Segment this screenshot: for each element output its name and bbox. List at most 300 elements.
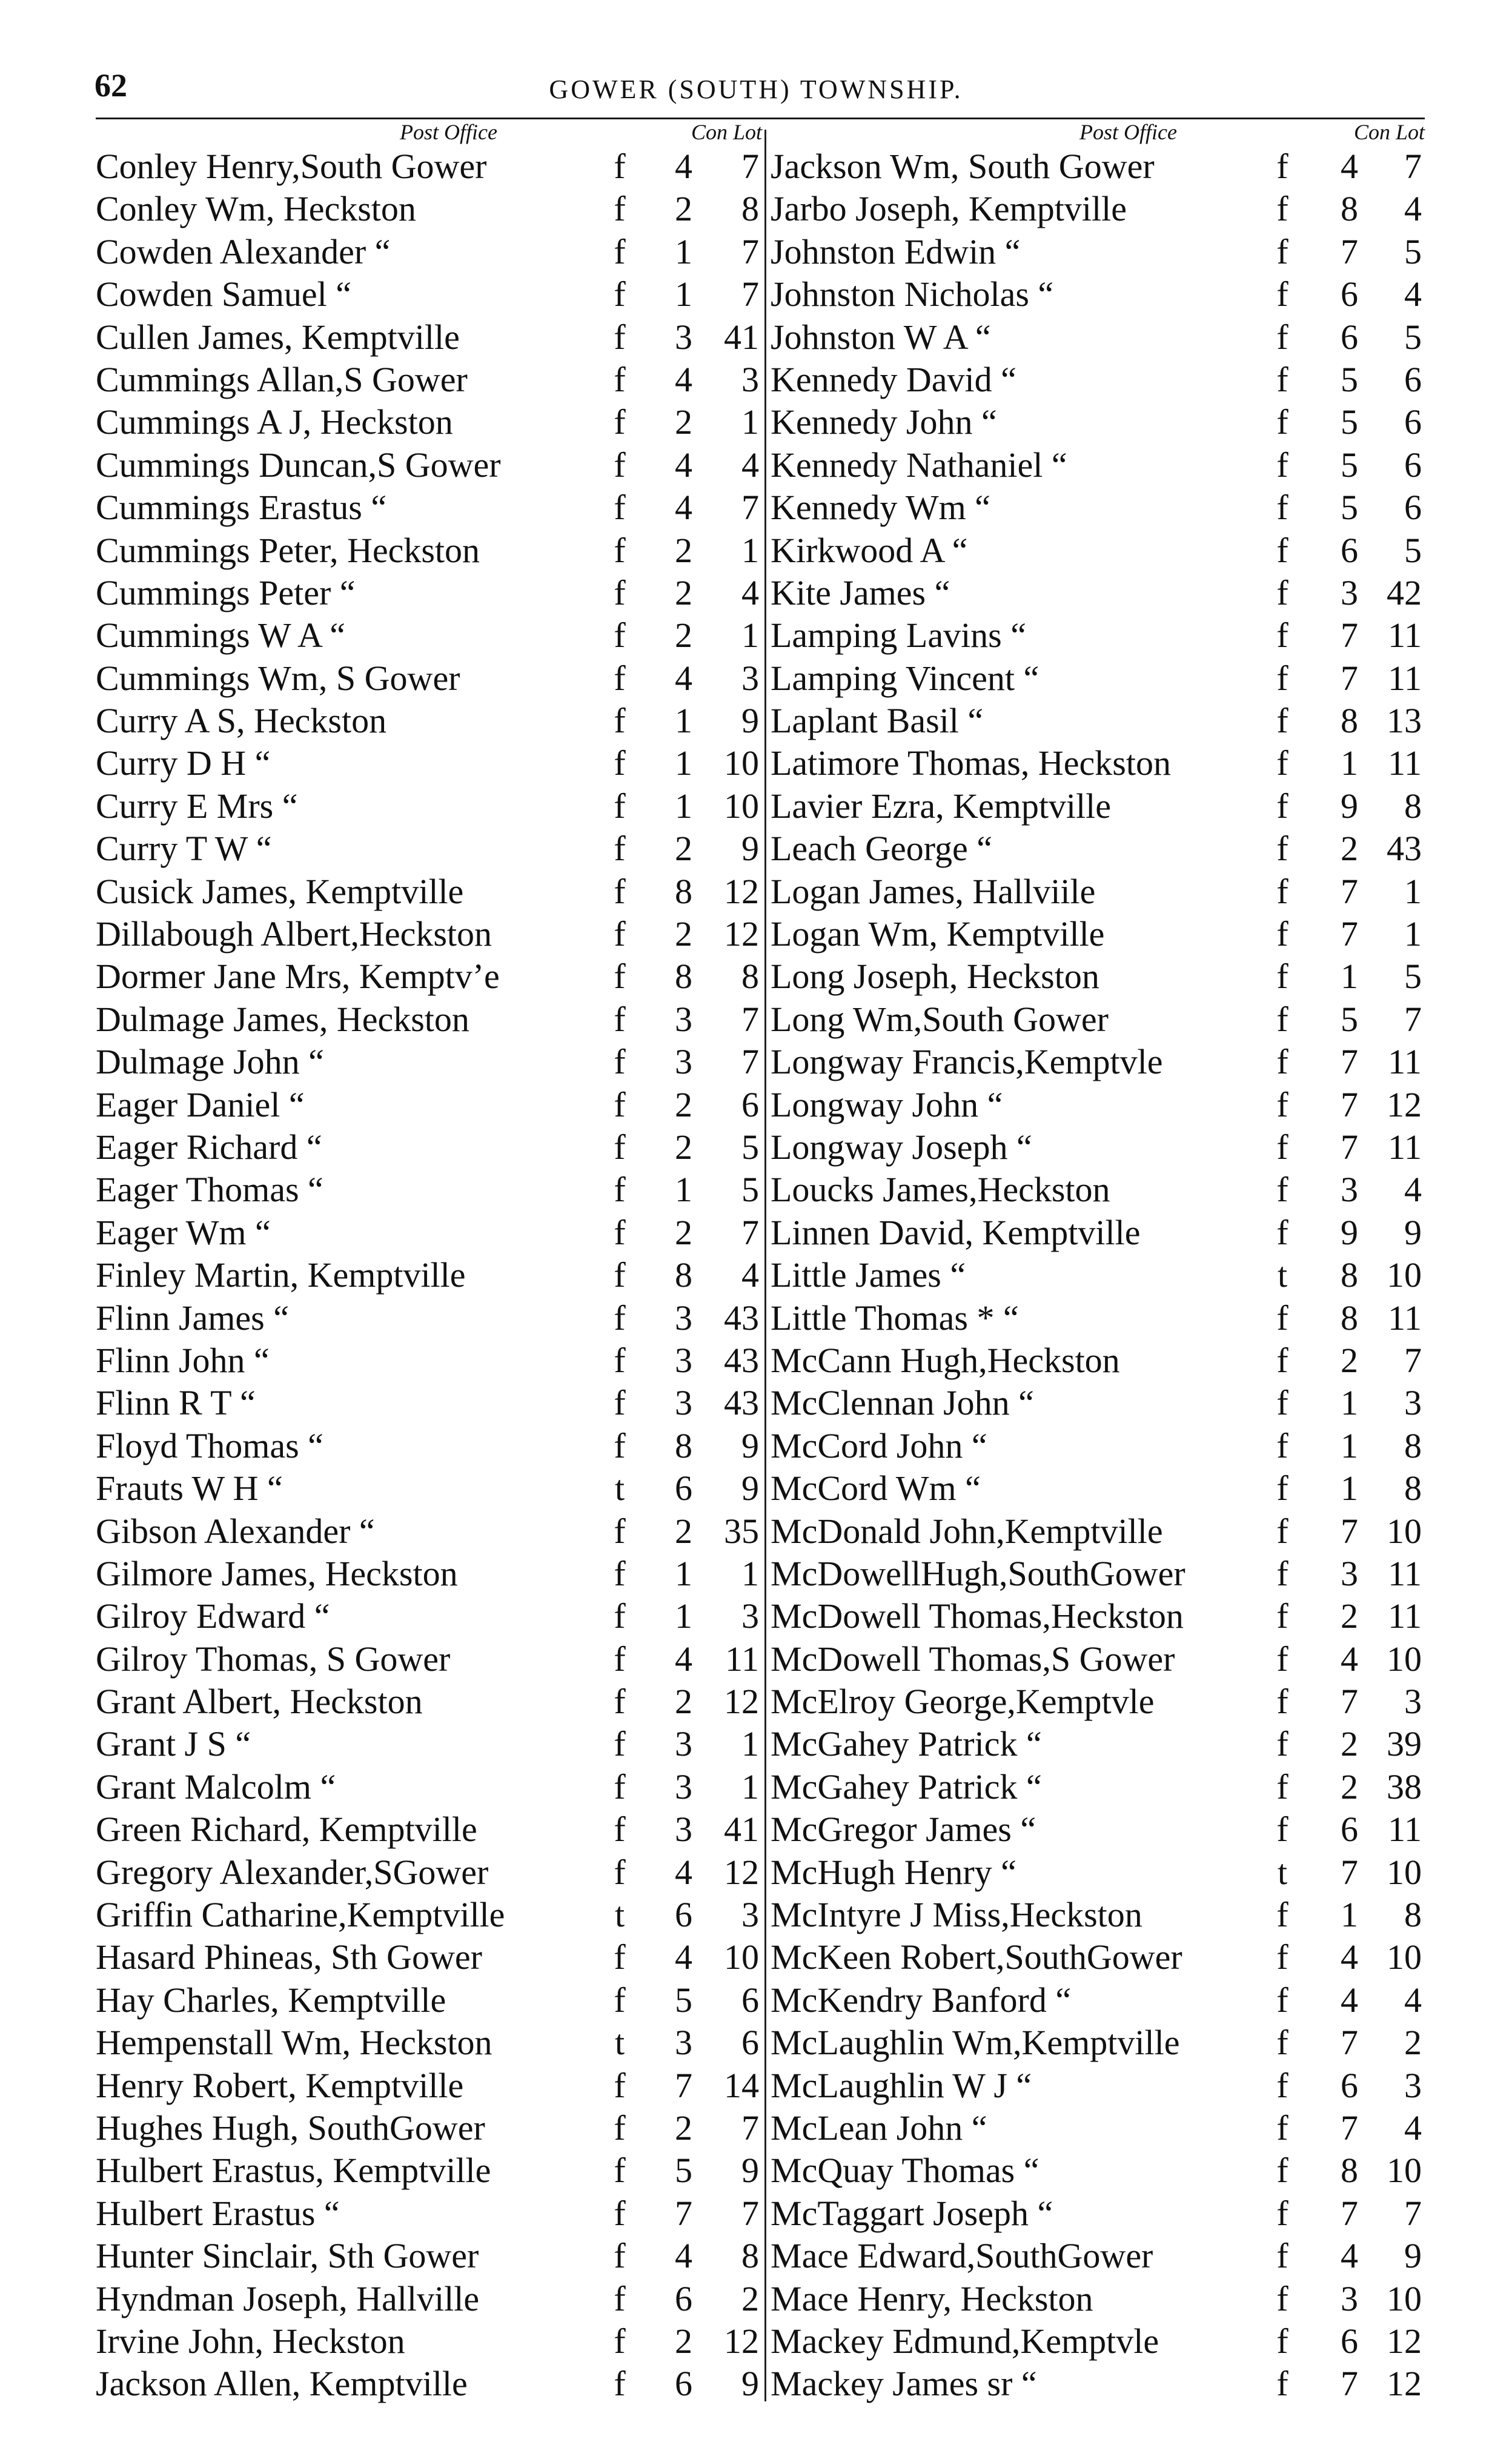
entry-lot: 6 [1404,445,1422,485]
entry-tenure: f [1276,1042,1288,1082]
entry-lot: 11 [1388,1298,1422,1338]
entry-name: Conley Henry,South Gower [96,147,487,186]
entry-name: Flinn James “ [96,1298,289,1338]
entry-concession: 6 [1341,2321,1358,2361]
entry-tenure: f [1276,701,1288,741]
entry-tenure: f [614,999,626,1039]
entry-lot: 41 [724,317,759,357]
entry-lot: 7 [741,274,759,314]
entry-concession: 2 [675,914,692,954]
directory-entry [96,1553,762,1595]
entry-name: Hyndman Joseph, Hallville [96,2278,480,2318]
directory-entry [771,1212,1425,1254]
column-divider [764,130,766,2401]
entry-tenure: f [614,1596,626,1636]
entry-tenure: f [1276,1298,1288,1338]
entry-concession: 3 [675,1340,692,1380]
directory-entry [771,1126,1425,1169]
entry-concession: 4 [675,658,692,698]
entry-lot: 42 [1387,572,1422,612]
entry-lot: 3 [1404,1682,1422,1722]
entry-name: McElroy George,Kemptvle [771,1682,1155,1722]
entry-name: Eager Thomas “ [96,1170,323,1210]
entry-name: Kennedy John “ [771,402,997,442]
entry-name: Long Joseph, Heckston [771,957,1099,997]
entry-concession: 1 [1341,1425,1358,1465]
directory-entry [96,785,762,828]
entry-name: Conley Wm, Heckston [96,189,416,229]
entry-concession: 8 [1341,1255,1358,1295]
entry-name: Floyd Thomas “ [96,1425,323,1465]
entry-lot: 6 [1404,402,1422,442]
entry-name: Cowden Alexander “ [96,231,391,271]
directory-entry [96,614,762,657]
entry-lot: 11 [1388,743,1422,783]
entry-lot: 6 [741,1084,759,1124]
entry-concession: 3 [675,1298,692,1338]
entry-lot: 11 [1388,658,1422,698]
entry-concession: 4 [675,359,692,399]
entry-concession: 7 [675,2193,692,2233]
entry-concession: 7 [1341,1127,1358,1167]
entry-tenure: f [614,615,626,655]
entry-concession: 2 [675,572,692,612]
entry-concession: 2 [1341,1340,1358,1380]
entry-concession: 6 [1341,274,1358,314]
con-lot-header: Con Lot [1353,120,1425,144]
entry-lot: 43 [724,1340,759,1380]
entry-concession: 4 [1341,147,1358,186]
directory-entry [771,700,1425,742]
entry-tenure: f [614,402,626,442]
entry-lot: 9 [741,829,759,869]
entry-concession: 5 [675,1980,692,2020]
entry-concession: 7 [1341,615,1358,655]
entry-name: Kennedy Wm “ [771,488,990,528]
entry-concession: 7 [675,2065,692,2105]
entry-name: Cummings W A “ [96,615,345,655]
entry-name: Lavier Ezra, Kemptville [771,786,1112,826]
entry-lot: 7 [1404,2193,1422,2233]
directory-entry [96,2192,762,2235]
directory-entry [771,2107,1425,2149]
entry-tenure: f [1276,1170,1288,1210]
entry-concession: 4 [675,488,692,528]
entry-name: Logan James, Hallviile [771,871,1096,911]
entry-tenure: f [614,231,626,271]
left-entry-list [96,145,762,2406]
entry-tenure: f [1276,317,1288,357]
directory-entry [771,871,1425,913]
directory-entry [771,657,1425,700]
post-office-header: Post Office [400,120,497,144]
entry-tenure: f [614,317,626,357]
entry-concession: 8 [675,1255,692,1295]
entry-concession: 6 [675,2278,692,2318]
entry-concession: 4 [675,147,692,186]
page-title: GOWER (SOUTH) TOWNSHIP. [549,75,963,104]
directory-entry [96,1297,762,1339]
directory-entry [771,1084,1425,1126]
entry-name: Gilroy Thomas, S Gower [96,1639,451,1679]
entry-name: Finley Martin, Kemptville [96,1255,466,1295]
entry-tenure: f [614,1810,626,1850]
directory-entry [96,2278,762,2320]
entry-tenure: f [614,1255,626,1295]
entry-lot: 8 [741,189,759,229]
entry-name: Gilroy Edward “ [96,1596,330,1636]
entry-lot: 12 [724,914,759,954]
entry-tenure: f [1276,1468,1288,1508]
entry-lot: 4 [741,1255,759,1295]
entry-name: Longway Francis,Kemptvle [771,1042,1163,1082]
entry-tenure: f [614,1937,626,1977]
entry-name: Irvine John, Heckston [96,2321,405,2361]
directory-entry [96,1339,762,1382]
entry-lot: 43 [724,1383,759,1423]
directory-entry [771,1723,1425,1765]
entry-tenure: f [1276,1724,1288,1764]
directory-entry [771,785,1425,828]
entry-name: Lamping Lavins “ [771,615,1027,655]
entry-lot: 5 [1404,530,1422,570]
entry-concession: 1 [675,1170,692,1210]
entry-lot: 3 [741,1596,759,1636]
entry-concession: 3 [675,2023,692,2063]
entry-concession: 6 [675,1895,692,1935]
entry-tenure: f [614,743,626,783]
directory-entry [96,316,762,359]
entry-name: Dulmage James, Heckston [96,999,469,1039]
entry-name: Kite James “ [771,572,950,612]
entry-tenure: f [1276,1212,1288,1252]
entry-concession: 1 [675,274,692,314]
entry-concession: 5 [1341,999,1358,1039]
entry-tenure: f [614,274,626,314]
entry-lot: 11 [725,1639,759,1679]
entry-tenure: f [614,2236,626,2276]
entry-name: Hulbert Erastus, Kemptville [96,2151,491,2191]
entry-name: Curry T W “ [96,829,272,869]
entry-lot: 7 [741,1042,759,1082]
directory-entry [771,1936,1425,1979]
entry-concession: 2 [675,2108,692,2148]
entry-lot: 7 [741,2193,759,2233]
entry-lot: 43 [724,1298,759,1338]
entry-tenure: f [1276,147,1288,186]
entry-lot: 12 [724,2321,759,2361]
entry-lot: 11 [1388,1042,1422,1082]
directory-entry [771,1851,1425,1894]
entry-lot: 1 [741,1767,759,1807]
entry-name: Hasard Phineas, Sth Gower [96,1937,482,1977]
entry-name: Hunter Sinclair, Sth Gower [96,2236,479,2276]
entry-name: Mackey Edmund,Kemptvle [771,2321,1159,2361]
entry-name: Grant Malcolm “ [96,1767,336,1807]
directory-entry [771,444,1425,486]
entry-concession: 6 [1341,2065,1358,2105]
entry-concession: 5 [1341,359,1358,399]
entry-lot: 10 [1387,2151,1422,2191]
entry-name: McHugh Henry “ [771,1852,1016,1892]
entry-concession: 3 [675,317,692,357]
entry-tenure: f [614,2193,626,2233]
entry-lot: 4 [741,445,759,485]
entry-tenure: f [614,1084,626,1124]
entry-tenure: f [1276,615,1288,655]
entry-name: Long Wm,South Gower [771,999,1109,1039]
entry-tenure: f [1276,572,1288,612]
entry-lot: 1 [741,530,759,570]
entry-concession: 8 [1341,701,1358,741]
entry-tenure: f [614,1127,626,1167]
entry-lot: 6 [1404,488,1422,528]
entry-concession: 9 [1341,1212,1358,1252]
directory-entry [96,742,762,785]
entry-lot: 1 [741,1724,759,1764]
entry-tenure: f [614,1639,626,1679]
entry-lot: 4 [1404,1980,1422,2020]
entry-concession: 3 [1341,572,1358,612]
directory-entry [96,998,762,1041]
entry-lot: 11 [1388,1596,1422,1636]
entry-name: Cowden Samuel “ [96,274,352,314]
entry-name: Gibson Alexander “ [96,1511,375,1551]
entry-concession: 3 [675,1724,692,1764]
entry-concession: 3 [1341,1553,1358,1593]
entry-concession: 1 [1341,957,1358,997]
entry-lot: 11 [1388,1553,1422,1593]
entry-tenure: f [1276,1937,1288,1977]
entry-concession: 7 [1341,231,1358,271]
entry-lot: 7 [741,147,759,186]
directory-entry [96,828,762,870]
entry-tenure: f [614,445,626,485]
entry-name: Jarbo Joseph, Kemptville [771,189,1127,229]
directory-entry [771,1808,1425,1851]
entry-name: Cullen James, Kemptville [96,317,460,357]
entry-concession: 2 [675,1084,692,1124]
entry-tenure: f [614,871,626,911]
entry-tenure: f [1276,999,1288,1039]
entry-lot: 12 [1387,2321,1422,2361]
entry-concession: 2 [1341,1767,1358,1807]
entry-name: Eager Wm “ [96,1212,271,1252]
entry-name: Dormer Jane Mrs, Kemptv’e [96,957,500,997]
directory-entry [96,1467,762,1510]
entry-concession: 6 [675,1468,692,1508]
entry-lot: 10 [1387,1852,1422,1892]
entry-concession: 2 [675,829,692,869]
entry-tenure: f [1276,658,1288,698]
entry-tenure: f [1276,1980,1288,2020]
entry-concession: 3 [675,1767,692,1807]
entry-name: Curry A S, Heckston [96,701,387,741]
directory-entry [96,2320,762,2363]
entry-name: Johnston Nicholas “ [771,274,1054,314]
entry-tenure: f [1276,1682,1288,1722]
entry-lot: 8 [741,2236,759,2276]
entry-tenure: f [614,2065,626,2105]
entry-concession: 5 [1341,445,1358,485]
entry-concession: 4 [675,1937,692,1977]
entry-lot: 4 [1404,1170,1422,1210]
entry-tenure: t [614,2023,625,2063]
directory-entry [771,529,1425,572]
entry-name: Longway John “ [771,1084,1003,1124]
entry-name: McIntyre J Miss,Heckston [771,1895,1142,1935]
entry-lot: 9 [741,2151,759,2191]
entry-tenure: f [1276,1767,1288,1807]
entry-name: McClennan John “ [771,1383,1034,1423]
entry-concession: 7 [1341,2364,1358,2404]
entry-concession: 1 [675,701,692,741]
entry-tenure: f [1276,402,1288,442]
directory-entry [771,188,1425,230]
entry-tenure: f [1276,530,1288,570]
entry-tenure: f [614,1852,626,1892]
entry-tenure: f [1276,2236,1288,2276]
entry-lot: 3 [1404,2065,1422,2105]
entry-name: Laplant Basil “ [771,701,984,741]
entry-tenure: f [1276,1553,1288,1593]
entry-lot: 41 [724,1810,759,1850]
entry-lot: 4 [741,572,759,612]
entry-lot: 4 [1404,189,1422,229]
entry-name: Hulbert Erastus “ [96,2193,340,2233]
entry-tenure: f [1276,914,1288,954]
entry-tenure: f [614,1042,626,1082]
entry-name: McDowellHugh,SouthGower [771,1553,1185,1593]
directory-entry [771,2235,1425,2277]
directory-entry [96,486,762,529]
entry-concession: 3 [675,999,692,1039]
entry-concession: 7 [1341,1042,1358,1082]
entry-name: Henry Robert, Kemptville [96,2065,464,2105]
entry-lot: 10 [1387,1511,1422,1551]
entry-concession: 2 [675,402,692,442]
directory-entry [771,1510,1425,1553]
entry-tenure: f [1276,189,1288,229]
entry-tenure: f [614,1298,626,1338]
entry-name: Gregory Alexander,SGower [96,1852,489,1892]
directory-entry [96,2235,762,2277]
entry-concession: 7 [1341,871,1358,911]
entry-lot: 10 [1387,2278,1422,2318]
entry-tenure: f [1276,829,1288,869]
directory-entry [96,2363,762,2405]
entry-name: Lamping Vincent “ [771,658,1040,698]
entry-name: Cusick James, Kemptville [96,871,464,911]
entry-lot: 3 [741,658,759,698]
entry-lot: 7 [1404,147,1422,186]
entry-name: Eager Richard “ [96,1127,322,1167]
entry-tenure: f [614,2108,626,2148]
entry-concession: 2 [675,615,692,655]
directory-entry [771,828,1425,870]
entry-tenure: f [614,572,626,612]
entry-name: McKendry Banford “ [771,1980,1072,2020]
entry-lot: 1 [1404,914,1422,954]
entry-lot: 5 [1404,957,1422,997]
directory-entry [96,2107,762,2149]
entry-concession: 1 [675,786,692,826]
entry-concession: 5 [675,2151,692,2191]
entry-lot: 8 [1404,1468,1422,1508]
entry-concession: 7 [1341,2023,1358,2063]
entry-lot: 12 [1387,1084,1422,1124]
entry-name: Jackson Wm, South Gower [771,147,1155,186]
entry-name: McLaughlin W J “ [771,2065,1032,2105]
entry-lot: 11 [1388,1127,1422,1167]
entry-concession: 2 [675,530,692,570]
directory-entry [96,2065,762,2107]
entry-tenure: f [614,786,626,826]
entry-tenure: f [1276,1810,1288,1850]
entry-name: McLean John “ [771,2108,987,2148]
entry-tenure: f [1276,786,1288,826]
entry-name: Green Richard, Kemptville [96,1810,477,1850]
entry-lot: 7 [741,2108,759,2148]
entry-concession: 3 [1341,1170,1358,1210]
entry-lot: 6 [741,2023,759,2063]
entry-lot: 10 [1387,1937,1422,1977]
entry-tenure: f [614,2151,626,2191]
entry-tenure: f [614,957,626,997]
entry-lot: 35 [724,1511,759,1551]
entry-tenure: f [1276,231,1288,271]
entry-lot: 38 [1387,1767,1422,1807]
entry-concession: 2 [675,1511,692,1551]
entry-lot: 8 [1404,786,1422,826]
entry-concession: 5 [1341,488,1358,528]
entry-tenure: f [614,1383,626,1423]
entry-concession: 7 [1341,2193,1358,2233]
directory-entry [96,1041,762,1083]
directory-entry [771,955,1425,998]
entry-tenure: f [1276,2065,1288,2105]
directory-entry [771,1553,1425,1595]
directory-entry [771,1638,1425,1681]
directory-entry [771,486,1425,529]
entry-lot: 2 [741,2278,759,2318]
directory-entry [96,572,762,614]
entry-concession: 4 [1341,1639,1358,1679]
directory-entry [96,529,762,572]
entry-name: Cummings A J, Heckston [96,402,453,442]
entry-concession: 6 [675,2364,692,2404]
entry-name: Kennedy David “ [771,359,1016,399]
entry-concession: 7 [1341,1852,1358,1892]
entry-name: Hughes Hugh, SouthGower [96,2108,485,2148]
right-entry-list [771,145,1425,2406]
directory-entry [771,316,1425,359]
entry-tenure: f [1276,1895,1288,1935]
entry-concession: 8 [675,871,692,911]
directory-entry [771,913,1425,955]
directory-entry [96,1425,762,1467]
entry-tenure: f [1276,871,1288,911]
left-column [96,119,762,2406]
directory-entry [96,444,762,486]
entry-name: McDonald John,Kemptville [771,1511,1163,1551]
entry-tenure: f [1276,743,1288,783]
entry-tenure: f [1276,1425,1288,1465]
entry-tenure: f [1276,445,1288,485]
directory-entry [96,401,762,443]
entry-lot: 1 [1404,871,1422,911]
directory-entry [771,2149,1425,2192]
